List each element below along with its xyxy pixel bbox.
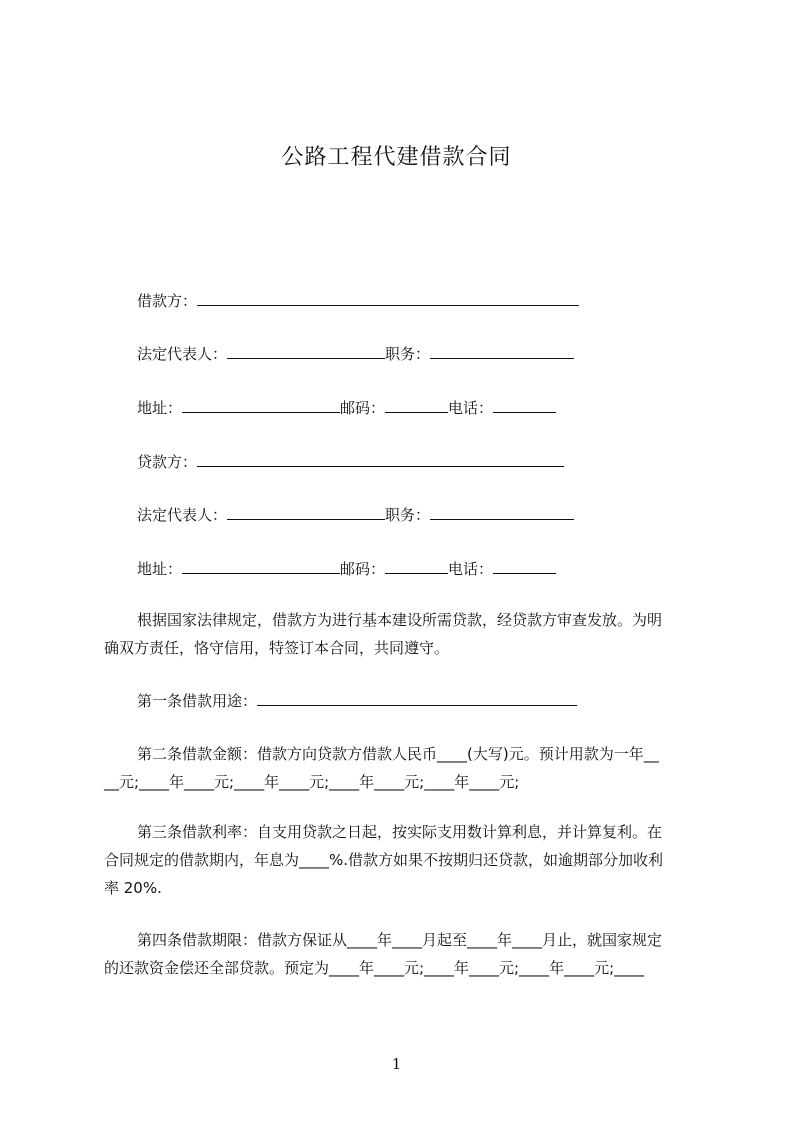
address-blank (182, 398, 340, 413)
lender-blank (197, 452, 564, 467)
preamble-paragraph (104, 606, 702, 662)
article-3-line-3: 率 20%. (104, 879, 162, 897)
legal-rep-blank (227, 505, 385, 520)
article-4-line-2: 的还款资金偿还全部贷款。预定为____年____元;____年____元;____年____元;____ (104, 959, 645, 977)
article-3-line-2: 合同规定的借款期内，年息为____%.借款方如果不按期归还贷款，如逾期部分加收利 (104, 851, 664, 869)
lender-label: 贷款方： (137, 453, 198, 471)
position-blank (430, 344, 574, 359)
phone-blank (493, 559, 556, 574)
position-label: 职务： (385, 345, 431, 363)
lender-line (137, 452, 564, 472)
article-4-line-1: 第四条借款期限：借款方保证从____年____月起至____年____月止，就国家规定 (137, 931, 663, 949)
borrower-blank (197, 291, 579, 306)
lender-address-line (137, 559, 556, 579)
borrower-address-line (137, 398, 556, 418)
article-2-paragraph (104, 740, 702, 796)
position-blank (430, 505, 574, 520)
borrower-legal-rep-line (137, 344, 574, 364)
position-label: 职务： (385, 506, 431, 524)
postcode-blank (385, 398, 448, 413)
page-number: 1 (391, 1055, 402, 1073)
article-1-line (137, 691, 577, 711)
document-title: 公路工程代建借款合同 (281, 145, 512, 170)
article-2-line-2: __元;____年____元;____年____元;____年____元;____年____元; (104, 773, 520, 791)
phone-label: 电话： (448, 399, 494, 417)
borrower-label: 借款方： (137, 292, 198, 310)
article-3-paragraph (104, 818, 702, 902)
article-1-label: 第一条借款用途： (137, 692, 258, 710)
legal-rep-label: 法定代表人： (137, 506, 228, 524)
article-4-paragraph (104, 926, 702, 982)
preamble-line-2: 确双方责任，恪守信用，特签订本合同，共同遵守。 (104, 639, 450, 657)
legal-rep-label: 法定代表人： (137, 345, 228, 363)
legal-rep-blank (227, 344, 385, 359)
preamble-line-1: 根据国家法律规定，借款方为进行基本建设所需贷款，经贷款方审查发放。为明 (137, 611, 663, 629)
postcode-label: 邮码： (340, 399, 386, 417)
address-blank (182, 559, 340, 574)
article-1-blank (257, 691, 577, 706)
article-3-line-1: 第三条借款利率：自支用贷款之日起，按实际支用数计算利息，并计算复利。在 (137, 823, 663, 841)
address-label: 地址： (137, 399, 183, 417)
lender-legal-rep-line (137, 505, 574, 525)
postcode-label: 邮码： (340, 560, 386, 578)
phone-label: 电话： (448, 560, 494, 578)
borrower-line (137, 291, 579, 311)
postcode-blank (385, 559, 448, 574)
article-2-line-1: 第二条借款金额：借款方向贷款方借款人民币____(大写)元。预计用款为一年__ (137, 745, 659, 763)
address-label: 地址： (137, 560, 183, 578)
phone-blank (493, 398, 556, 413)
